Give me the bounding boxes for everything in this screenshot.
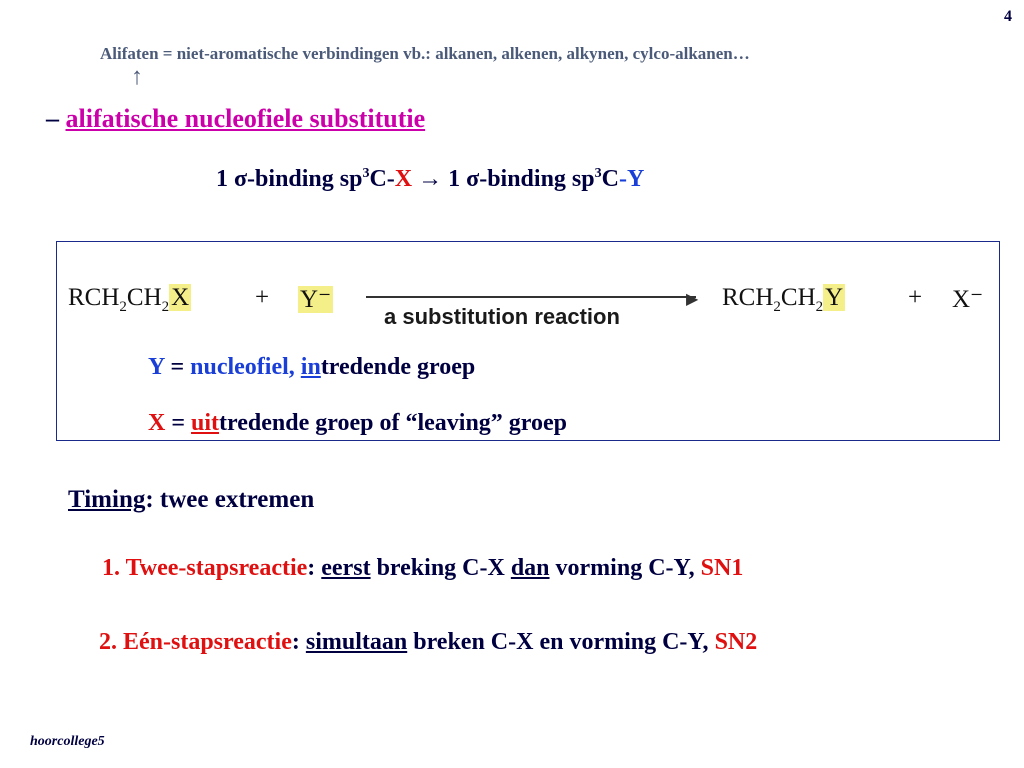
binding-part3: 1 σ-binding sp (448, 166, 595, 192)
product-y-group: Y (825, 284, 844, 311)
leaving-group: X⁻ (952, 286, 984, 313)
binding-part2: C- (369, 166, 395, 192)
def-y-in: in (300, 354, 321, 380)
slide-number: 4 (1004, 8, 1012, 25)
binding-sup1: 3 (362, 166, 370, 181)
timing-text: : twee extremen (145, 486, 315, 513)
reactant-ch: CH (126, 284, 162, 311)
reactant-x-group: X (171, 284, 190, 311)
reactant-rch: RCH (68, 284, 120, 311)
step-2-title: 2. Eén-stapsreactie (99, 629, 292, 655)
binding-arrow: → (412, 166, 449, 192)
step-1 (102, 555, 743, 582)
product (722, 284, 845, 316)
plus-sign-1: + (255, 284, 270, 311)
nucleophile (298, 284, 333, 314)
step-1-mid: breking C-X (370, 555, 511, 581)
reactant-sub1: 2 (119, 299, 127, 315)
product-sub2: 2 (815, 299, 824, 315)
step-1-tag: SN1 (700, 555, 744, 581)
def-x-uit: uit (191, 410, 220, 436)
product-ch: CH (780, 284, 816, 311)
def-y-eq: = (164, 354, 191, 380)
timing-heading (68, 486, 314, 514)
step-2-mid: breken C-X en vorming C-Y, (407, 629, 715, 655)
binding-y: -Y (618, 166, 645, 192)
slide-subtitle (46, 104, 425, 134)
subtitle-dash: – (46, 104, 66, 133)
product-rch: RCH (722, 284, 774, 311)
binding-equation (216, 166, 644, 193)
reaction-arrow (366, 296, 696, 298)
footer-label: hoorcollege5 (30, 734, 105, 749)
def-y-text1: nucleofiel, (190, 354, 301, 380)
def-x-letter: X (148, 410, 166, 436)
reactant (68, 284, 191, 316)
definition-y (148, 354, 475, 381)
step-2-colon: : (291, 629, 306, 655)
def-y-text2: tredende groep (320, 354, 476, 380)
header-note: Alifaten = niet-aromatische verbindingen vb.: alkanen, alkenen, alkynen, cylco-alkanen… (100, 44, 750, 63)
reactant-sub2: 2 (161, 299, 170, 315)
definition-x (148, 410, 567, 437)
step-1-u1: eerst (321, 555, 371, 581)
binding-sup2: 3 (594, 166, 602, 181)
binding-x: X (394, 166, 413, 192)
def-x-eq: = (165, 410, 192, 436)
reaction-caption: a substitution reaction (384, 304, 620, 329)
binding-part4: C (601, 166, 619, 192)
def-y-letter: Y (148, 354, 165, 380)
reaction-arrow-head-icon: ▶ (686, 291, 699, 308)
step-1-end: vorming C-Y, (549, 555, 701, 581)
step-2 (99, 629, 757, 656)
timing-label: Timing (68, 486, 146, 513)
step-1-colon: : (307, 555, 322, 581)
subtitle-text: alifatische nucleofiele substitutie (65, 104, 426, 133)
step-1-u2: dan (510, 555, 550, 581)
step-1-title: 1. Twee-stapsreactie (102, 555, 308, 581)
def-x-text2: tredende groep of “leaving” groep (219, 410, 568, 436)
product-sub1: 2 (773, 299, 781, 315)
step-2-u1: simultaan (305, 629, 408, 655)
plus-sign-2: + (908, 284, 923, 311)
up-arrow-icon: ↑ (131, 64, 143, 90)
binding-part1: 1 σ-binding sp (216, 166, 363, 192)
step-2-tag: SN2 (714, 629, 758, 655)
nucleophile-y: Y⁻ (300, 286, 332, 313)
